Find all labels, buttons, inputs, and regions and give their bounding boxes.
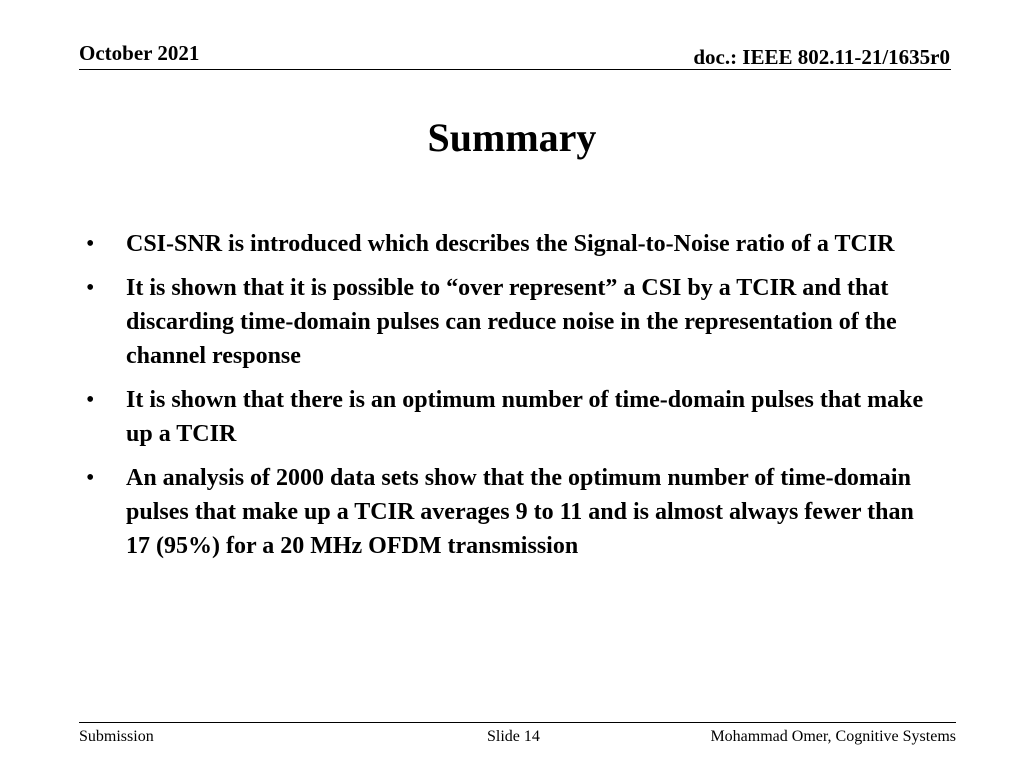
slide-number: Slide 14 — [487, 728, 540, 745]
bullet-text: It is shown that it is possible to “over represent” a CSI by a TCIR and that discarding time-domain pulses can reduce noise in the representation of the channel response — [126, 275, 897, 369]
document-id: doc.: IEEE 802.11-21/1635r0 — [693, 45, 950, 69]
bullet-text: An analysis of 2000 data sets show that the optimum number of time-domain pulses that make up a TCIR averages 9 to 11 and is almost always fewer than 17 (95%) for a 20 MHz OFDM transmission — [126, 465, 914, 559]
bullet-item — [86, 227, 936, 261]
bullet-icon: • — [86, 465, 95, 491]
bullet-text: CSI-SNR is introduced which describes the Signal-to-Noise ratio of a TCIR — [126, 231, 895, 257]
bullet-item — [86, 271, 936, 373]
bullet-item — [86, 461, 936, 563]
bullet-item — [86, 383, 936, 451]
footer-divider — [79, 722, 956, 723]
bullet-icon: • — [86, 387, 95, 413]
slide-title: Summary — [427, 115, 597, 160]
header-divider — [79, 69, 951, 70]
bullet-icon: • — [86, 231, 95, 257]
header-date: October 2021 — [79, 41, 200, 65]
bullet-text: It is shown that there is an optimum number of time-domain pulses that make up a TCIR — [126, 387, 924, 447]
footer-submission: Submission — [79, 728, 154, 745]
footer-author: Mohammad Omer, Cognitive Systems — [710, 728, 956, 745]
bullet-icon: • — [86, 275, 95, 301]
bullet-list — [86, 227, 936, 573]
